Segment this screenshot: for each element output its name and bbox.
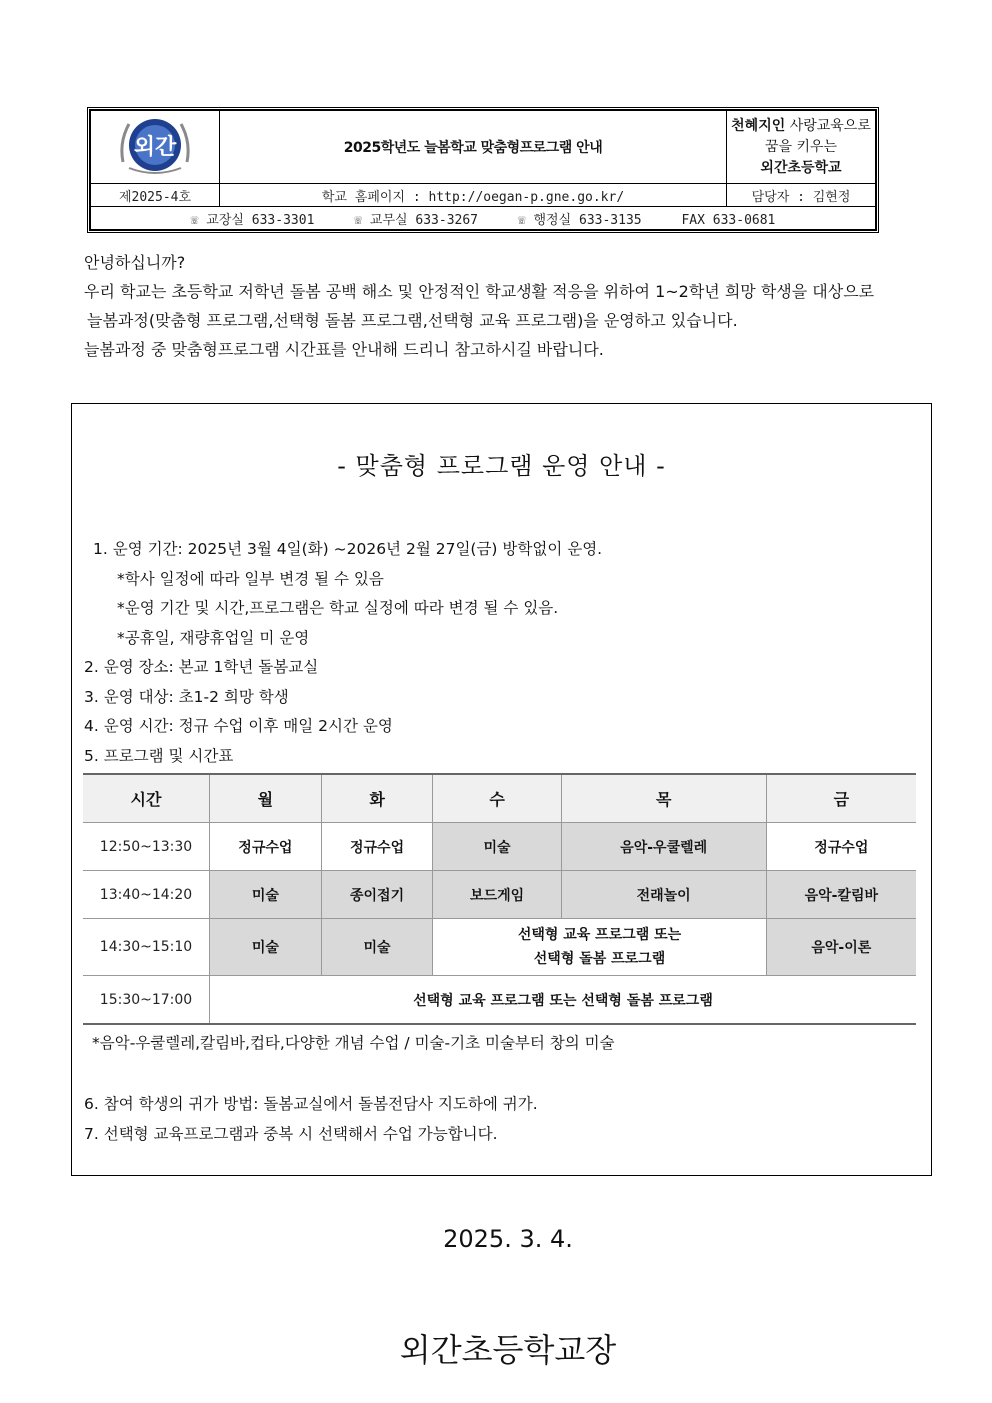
- phone-principal: ☏ 교장실 633-3301: [190, 212, 315, 228]
- phone-office: ☏ 교무실 633-3267: [354, 212, 479, 228]
- phone-admin: ☏ 행정실 633-3135: [517, 212, 642, 228]
- table-cell: 전래놀이: [561, 871, 766, 919]
- table-cell: 정규수업: [766, 823, 916, 871]
- document-date: 2025. 3. 4.: [443, 1225, 573, 1253]
- timetable: [83, 773, 916, 1025]
- list-item: 6. 참여 학생의 귀가 방법: 돌봄교실에서 돌봄전담사 지도하에 귀가.: [84, 1095, 538, 1113]
- table-row: [83, 871, 916, 919]
- school-logo-cell: [91, 111, 220, 184]
- intro-line: 우리 학교는 초등학교 저학년 돌봄 공백 해소 및 안정적인 학교생활 적응을 위하여 1~2학년 희망 학생을 대상으로: [84, 282, 875, 301]
- col-header: 월: [210, 774, 322, 823]
- list-item: 5. 프로그램 및 시간표: [84, 746, 234, 765]
- table-row: [83, 919, 916, 976]
- motto-bold: 천혜지인: [731, 117, 786, 134]
- table-cell: 미술: [210, 919, 322, 976]
- intro-line: 안녕하십니까?: [84, 253, 186, 272]
- cell-line: 선택형 교육 프로그램 또는: [517, 927, 682, 943]
- list-item: 1. 운영 기간: 2025년 3월 4일(화) ~2026년 2월 27일(금) 방학없이 운영.: [93, 540, 603, 558]
- list-item: 2. 운영 장소: 본교 1학년 돌봄교실: [84, 658, 319, 676]
- col-header: 목: [561, 774, 766, 823]
- document-title: 2025학년도 늘봄학교 맞춤형프로그램 안내: [220, 111, 727, 184]
- svg-text:외간: 외간: [133, 135, 177, 160]
- school-motto: [727, 111, 876, 184]
- col-header: 시간: [83, 774, 210, 823]
- list-item: 7. 선택형 교육프로그램과 중복 시 선택해서 수업 가능합니다.: [84, 1124, 498, 1143]
- col-header: 수: [433, 774, 561, 823]
- time-cell: 15:30~17:00: [83, 976, 210, 1025]
- table-cell-merged: 선택형 교육 프로그램 또는 선택형 돌봄 프로그램: [210, 976, 917, 1025]
- list-item: 3. 운영 대상: 초1-2 희망 학생: [84, 687, 289, 706]
- list-note: *학사 일정에 따라 일부 변경 될 수 있음: [117, 569, 384, 588]
- school-name: 외간초등학교: [760, 159, 842, 176]
- table-row: [83, 823, 916, 871]
- intro-text: [84, 248, 874, 364]
- time-cell: 14:30~15:10: [83, 919, 210, 976]
- contact-row: [91, 207, 876, 230]
- table-cell: 종이접기: [321, 871, 433, 919]
- school-logo: [115, 112, 195, 178]
- timetable-note: *음악-우쿨렐레,칼림바,컵타,다양한 개념 수업 / 미술-기초 미술부터 창의 미술: [92, 1034, 615, 1052]
- cell-line: 선택형 돌봄 프로그램: [533, 951, 666, 967]
- time-cell: 12:50~13:30: [83, 823, 210, 871]
- table-row: [83, 976, 916, 1025]
- info-list: [84, 535, 602, 771]
- letterhead: [87, 107, 879, 233]
- list-item: 4. 운영 시간: 정규 수업 이후 매일 2시간 운영: [84, 717, 393, 735]
- doc-number: 제2025-4호: [91, 184, 220, 207]
- table-cell-merged: [433, 919, 766, 976]
- table-cell: 음악-이론: [766, 919, 916, 976]
- list-note: *운영 기간 및 시간,프로그램은 학교 실정에 따라 변경 될 수 있음.: [117, 599, 559, 617]
- col-header: 화: [321, 774, 433, 823]
- table-cell: 정규수업: [321, 823, 433, 871]
- col-header: 금: [766, 774, 916, 823]
- table-header-row: [83, 774, 916, 823]
- table-cell: 정규수업: [210, 823, 322, 871]
- homepage-url[interactable]: 학교 홈페이지 : http://oegan-p.gne.go.kr/: [220, 184, 727, 207]
- table-cell: 보드게임: [433, 871, 561, 919]
- table-cell: 음악-칼림바: [766, 871, 916, 919]
- fax-number: FAX 633-0681: [681, 212, 776, 228]
- motto-line2: 꿈을 키우는: [764, 138, 838, 155]
- info-list-2: [84, 1090, 538, 1149]
- intro-line: 늘봄과정(맞춤형 프로그램,선택형 돌봄 프로그램,선택형 교육 프로그램)을 운영하고 있습니다.: [87, 311, 738, 330]
- table-cell: 미술: [210, 871, 322, 919]
- table-cell: 미술: [433, 823, 561, 871]
- motto-rest: 사랑교육으로: [785, 117, 871, 134]
- program-info-box: [71, 403, 932, 1176]
- table-cell: 음악-우쿨렐레: [561, 823, 766, 871]
- signature: 외간초등학교장: [399, 1331, 617, 1369]
- section-title: - 맞춤형 프로그램 운영 안내 -: [337, 452, 666, 480]
- intro-line: 늘봄과정 중 맞춤형프로그램 시간표를 안내해 드리니 참고하시길 바랍니다.: [84, 340, 604, 359]
- manager-name: 담당자 : 김현정: [727, 184, 876, 207]
- time-cell: 13:40~14:20: [83, 871, 210, 919]
- list-note: *공휴일, 재량휴업일 미 운영: [117, 628, 310, 647]
- table-cell: 미술: [321, 919, 433, 976]
